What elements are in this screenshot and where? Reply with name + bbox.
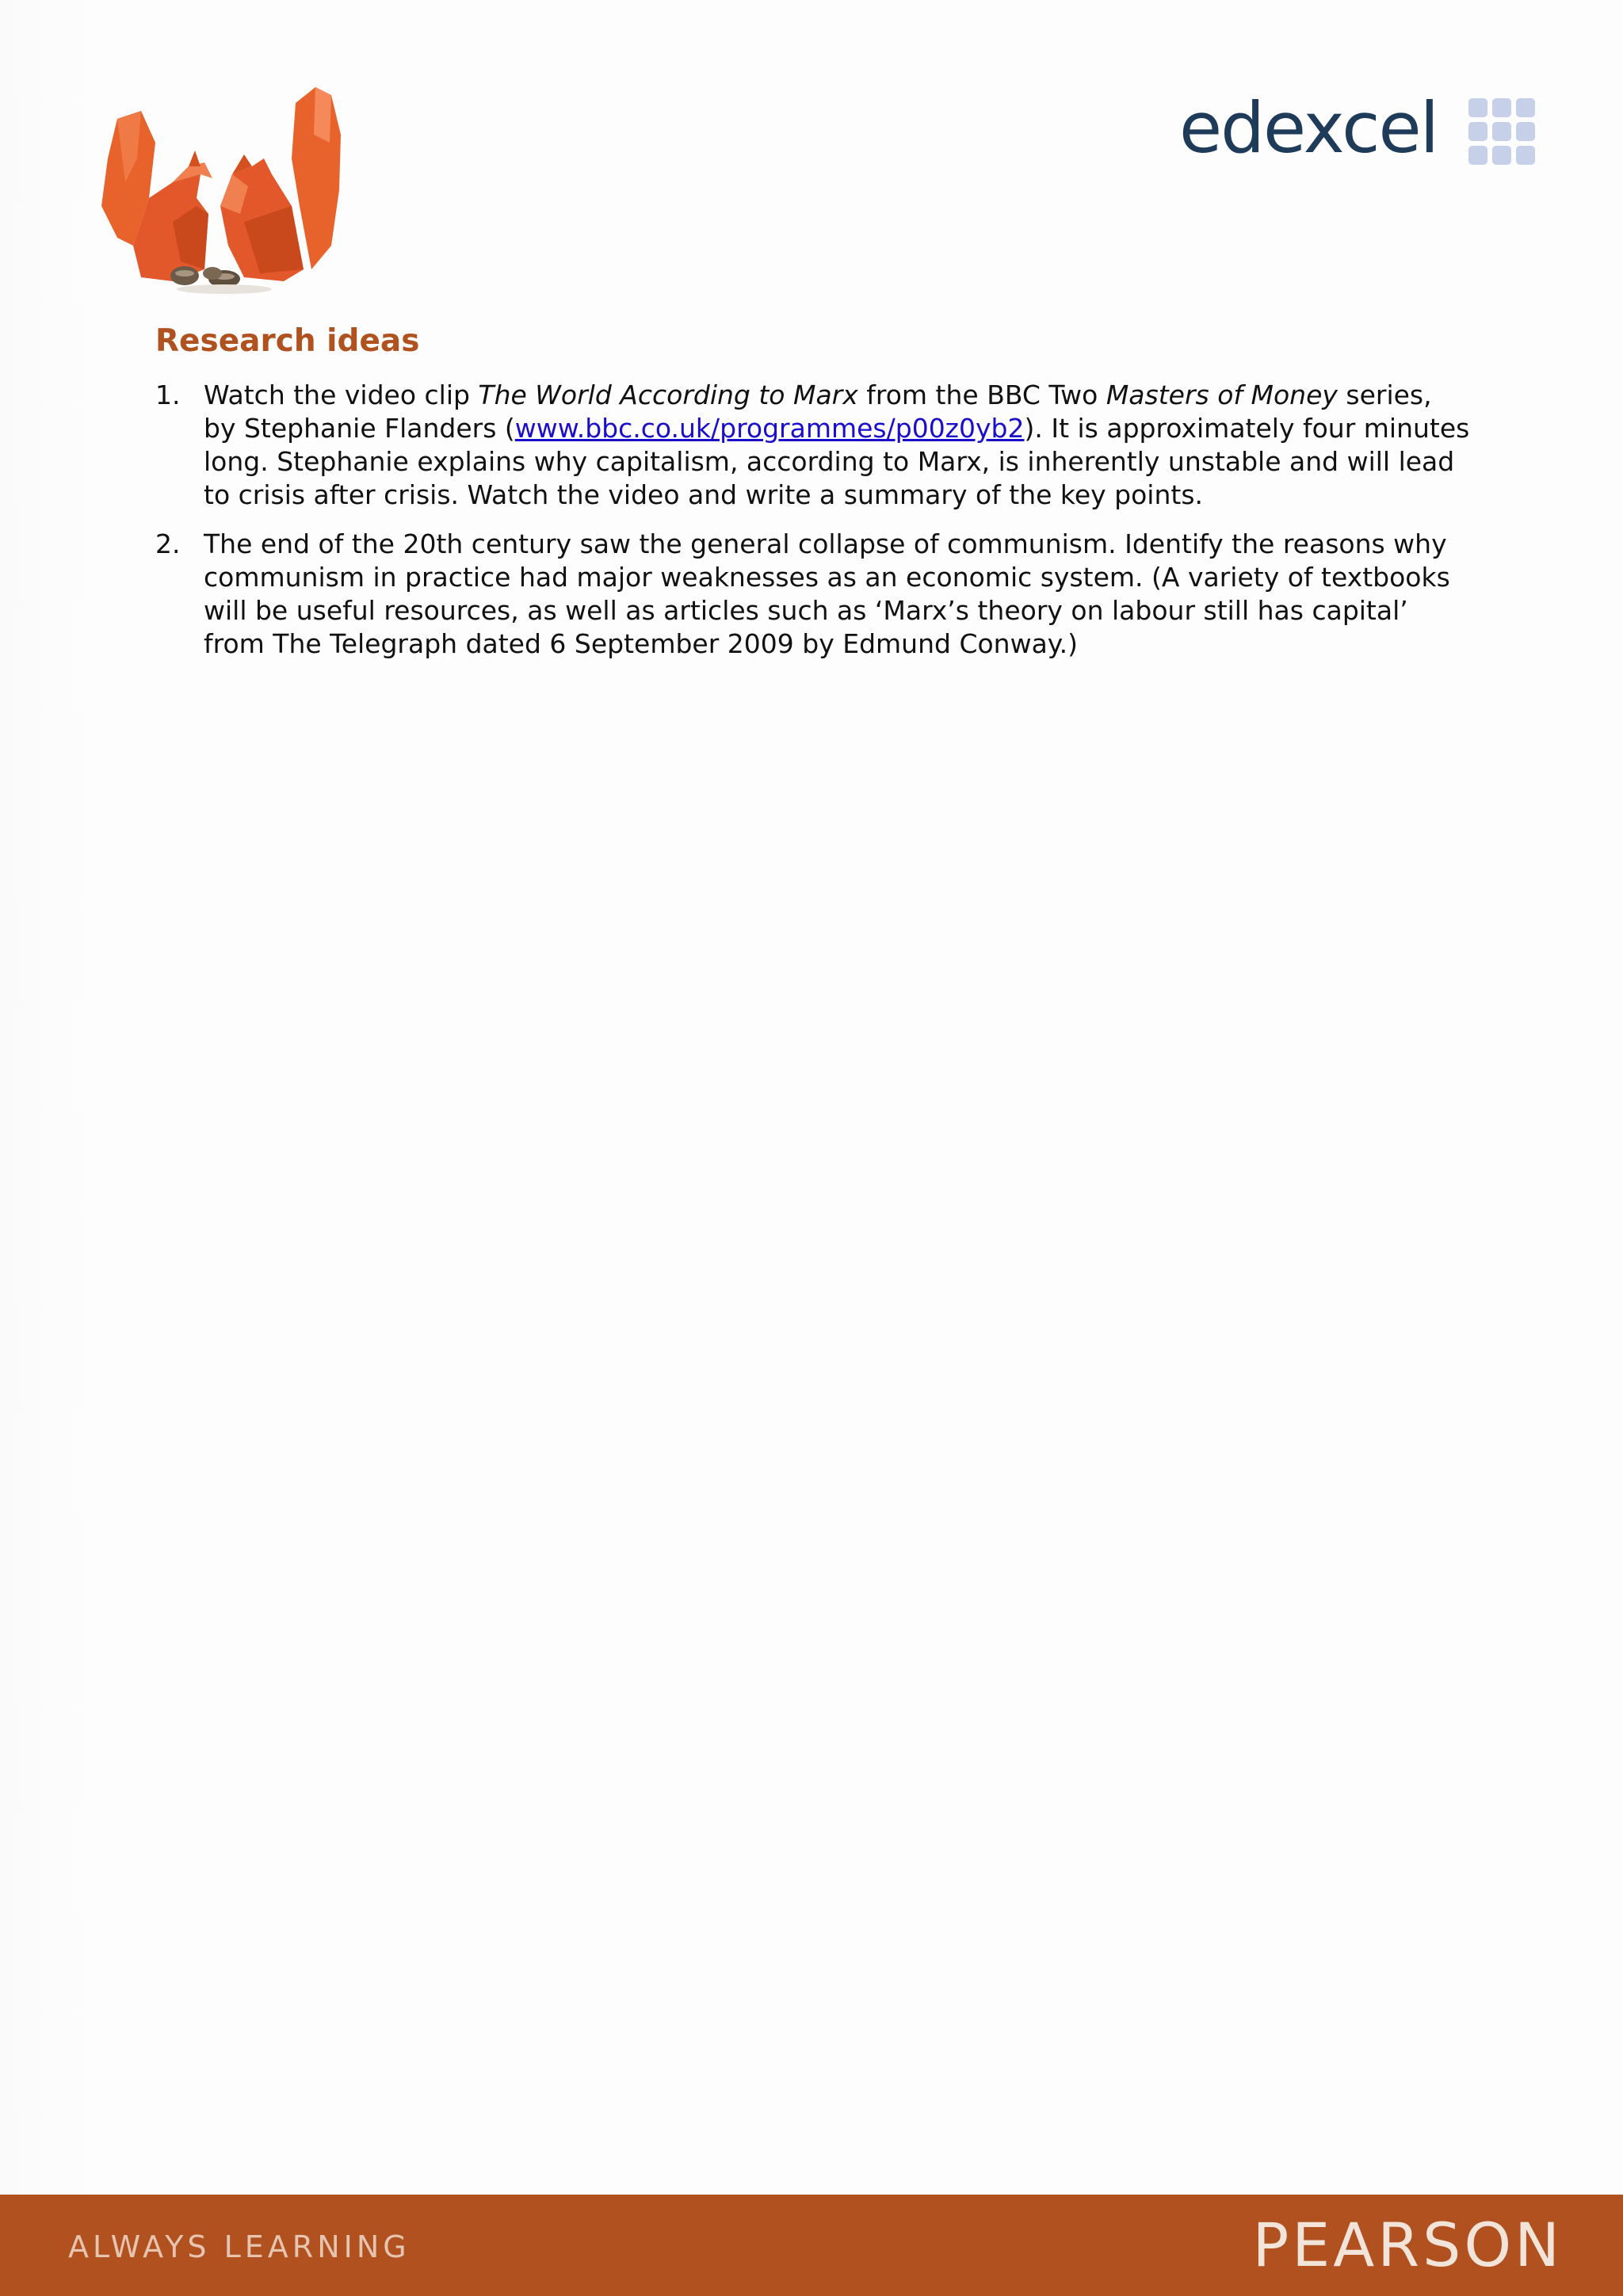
research-list bbox=[155, 379, 1471, 677]
series-title: Masters of Money bbox=[1106, 379, 1338, 410]
section-heading: Research ideas bbox=[155, 323, 420, 359]
margin-shade bbox=[0, 0, 94, 2195]
pearson-logo: PEARSON bbox=[1252, 2210, 1563, 2280]
item-text: Watch the video clip bbox=[204, 379, 479, 410]
item-text: ). It is approximately four minutes long. Stephanie explains why capitalism, according to Marx, is inherently unstable and will lead to crisis after crisis. Watch the video and write a summary of the key points. bbox=[204, 413, 1470, 510]
edexcel-wordmark: edexcel bbox=[1179, 87, 1438, 169]
video-title: The World According to Marx bbox=[478, 379, 858, 410]
squirrel-illustration bbox=[94, 87, 355, 301]
item-text: The end of the 20th century saw the general collapse of communism. Identify the reasons why communism in practice had major weaknesses as an economic system. (A variety of textbooks will be useful resources, as well as articles such as ‘Marx’s theory on labour still has capital’ from The Telegraph dated 6 September 2009 by Edmund Conway.) bbox=[204, 528, 1450, 659]
footer-tagline: ALWAYS LEARNING bbox=[68, 2229, 411, 2264]
item-text: from the BBC Two bbox=[857, 379, 1106, 410]
list-item bbox=[155, 379, 1471, 512]
footer-bar bbox=[0, 2195, 1623, 2296]
list-item bbox=[155, 528, 1471, 661]
edexcel-logo bbox=[1179, 87, 1536, 173]
edexcel-grid-icon bbox=[1468, 98, 1535, 165]
item-number: 2. bbox=[155, 528, 181, 559]
bbc-link[interactable]: www.bbc.co.uk/programmes/p00z0yb2 bbox=[514, 413, 1025, 444]
item-number: 1. bbox=[155, 379, 181, 410]
item-text: series, by Stephanie Flanders ( bbox=[204, 379, 1432, 444]
